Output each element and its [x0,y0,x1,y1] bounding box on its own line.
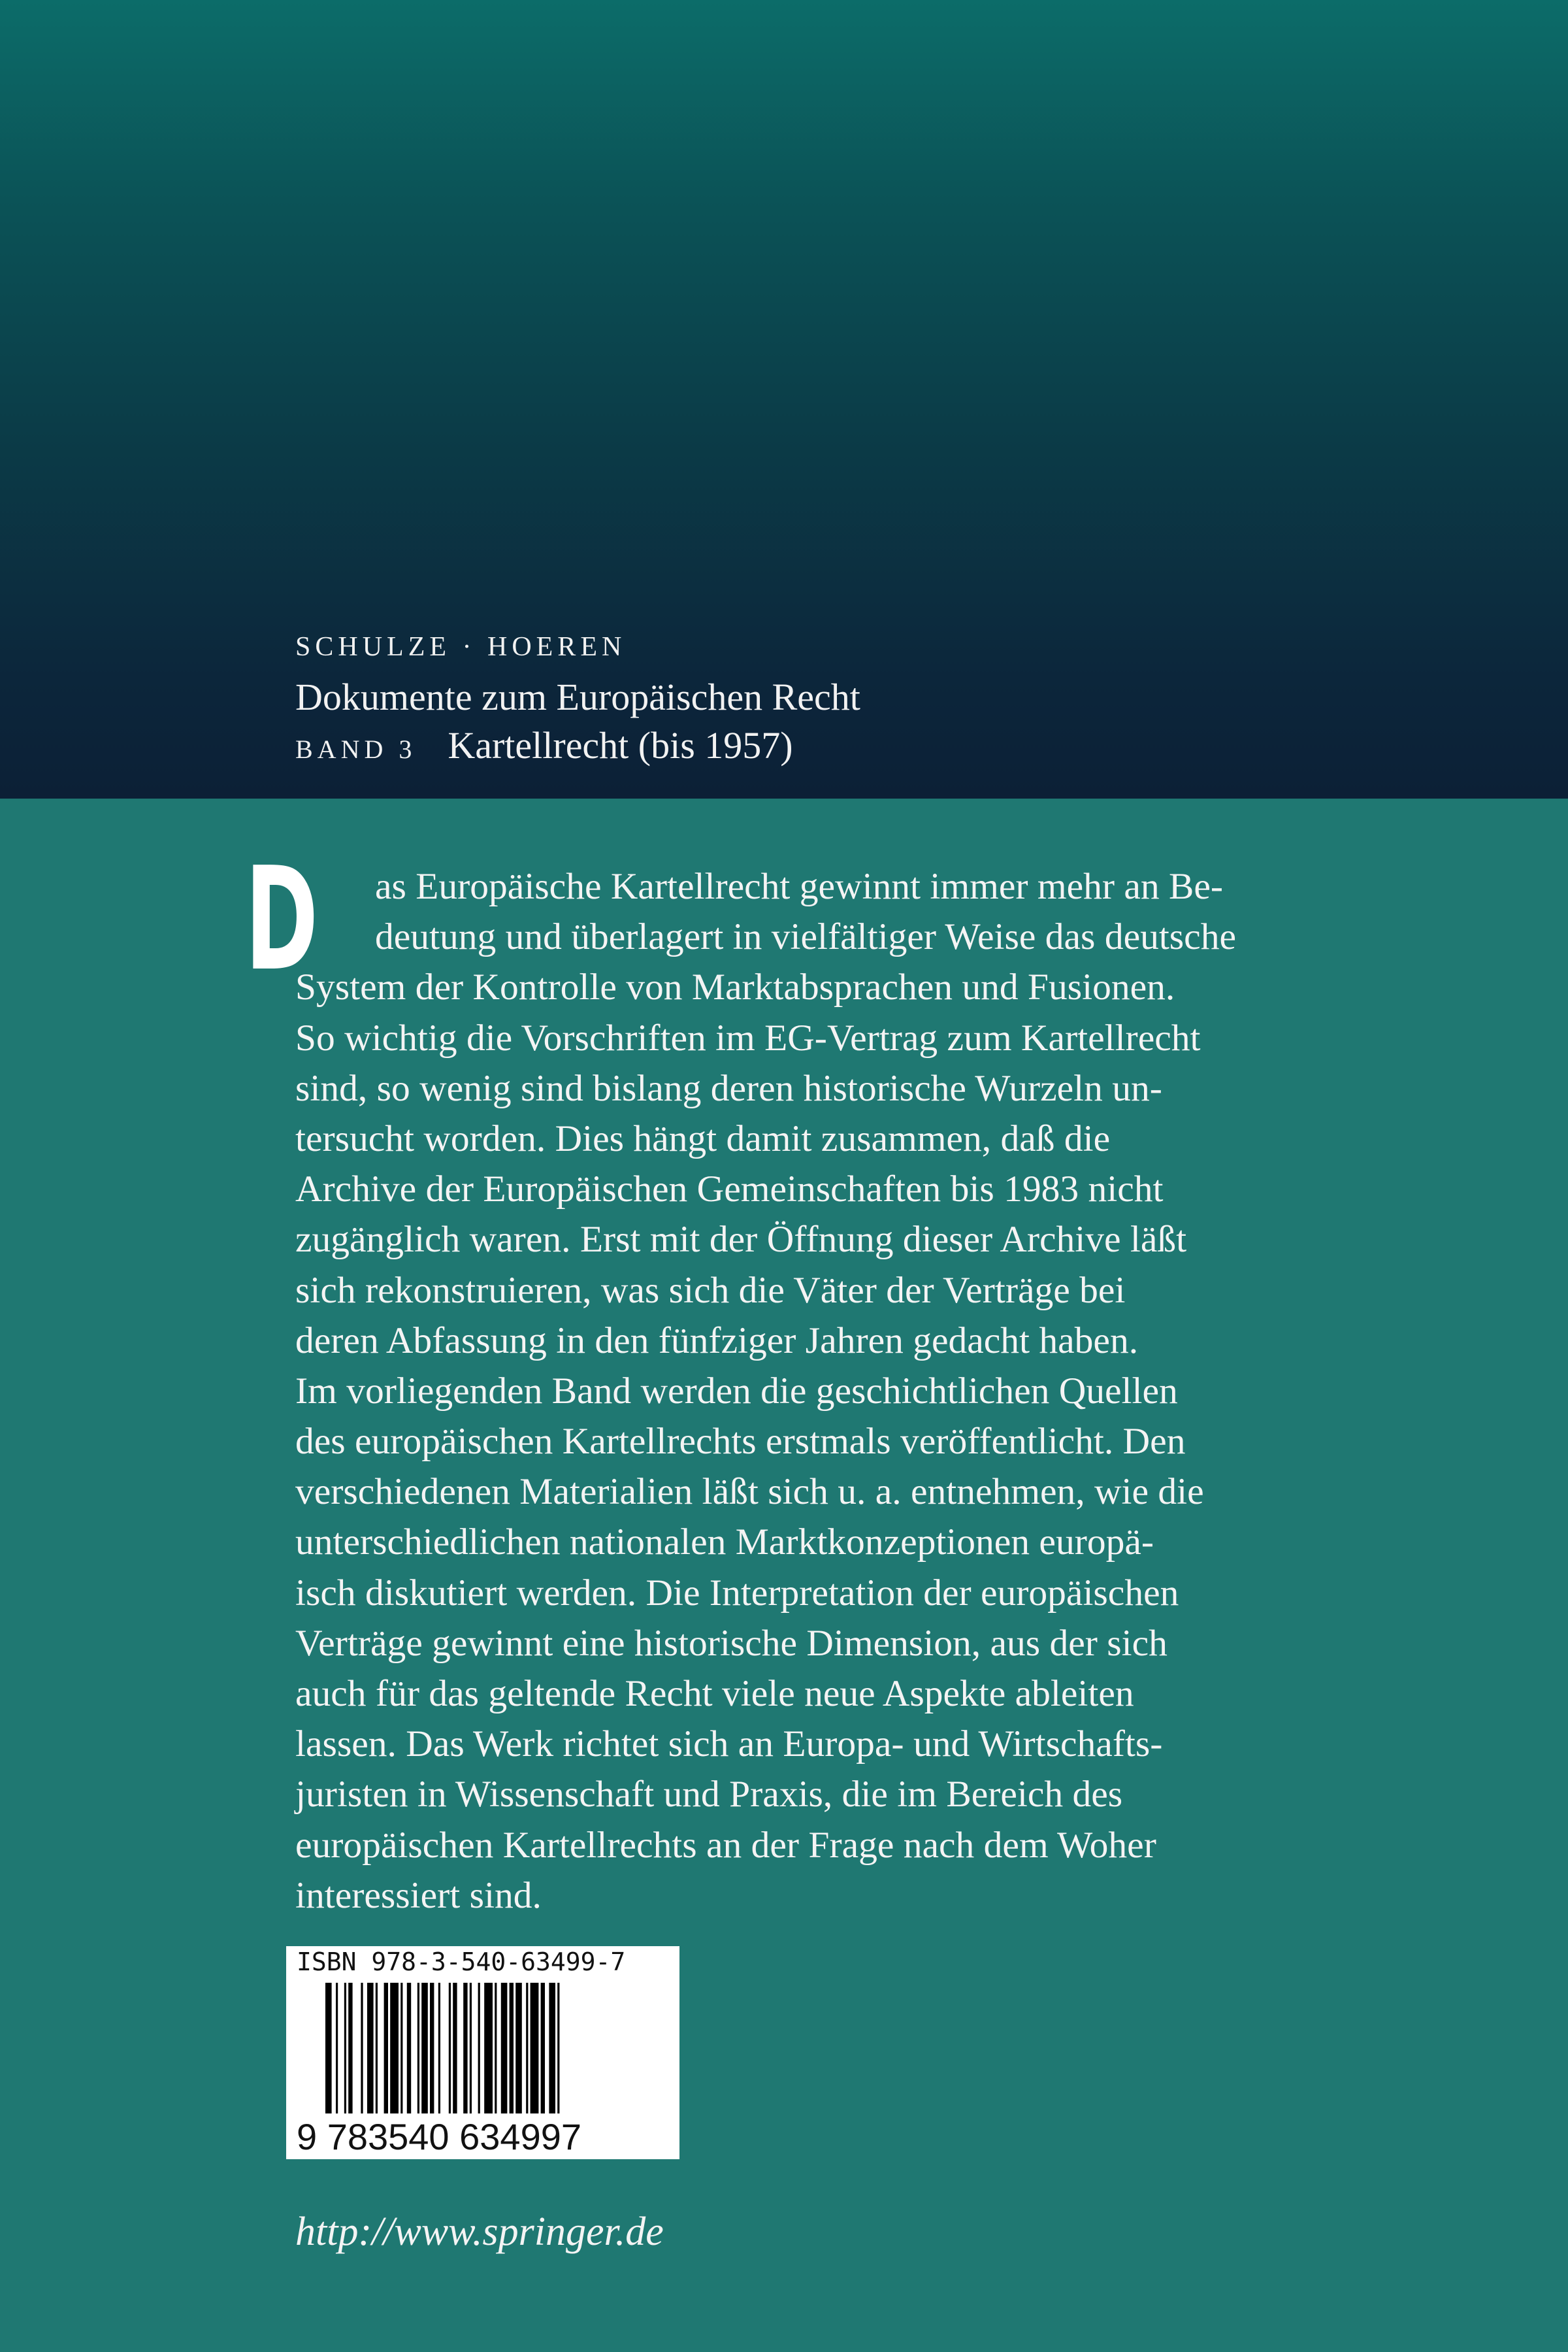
barcode-bar [549,1983,555,2113]
barcode-bar [526,1983,528,2113]
barcode-bar [510,1983,514,2113]
barcode-bar [484,1983,493,2113]
blurb-line: interessiert sind. [295,1874,542,1916]
barcode-bar [348,1983,352,2113]
barcode-bar [531,1983,539,2113]
blurb-line: Archive der Europäischen Gemeinschaften bis 1983 nicht [295,1168,1164,1210]
blurb-line: lassen. Das Werk richtet sich an Europa- und Wirtschafts- [295,1723,1163,1765]
barcode-bar [336,1983,338,2113]
blurb-line: Im vorliegenden Band werden die geschichtlichen Quellen [295,1370,1178,1412]
blurb-line: Verträge gewinnt eine historische Dimension, aus der sich [295,1622,1168,1664]
barcode-bar [449,1983,451,2113]
barcode-bar [515,1983,522,2113]
barcode-bar [541,1983,545,2113]
barcode-bar [430,1983,434,2113]
blurb-line: auch für das geltende Recht viele neue Aspekte ableiten [295,1673,1134,1714]
publisher-url: http://www.springer.de [295,2210,664,2254]
drop-cap: D [245,837,319,1002]
barcode-bar [367,1983,374,2113]
barcode-bar [417,1983,419,2113]
barcode-digits: 9 783540 634997 [297,2116,581,2157]
barcode-bar [557,1983,559,2113]
blurb-line: des europäischen Kartellrechts erstmals veröffentlicht. Den [295,1421,1186,1463]
volume-line [295,721,1341,774]
blurb-line: as Europäische Kartellrecht gewinnt immer mehr an Be- [375,866,1224,907]
barcode-bar [376,1983,378,2113]
blurb-line: So wichtig die Vorschriften im EG-Vertrag zum Kartellrecht [295,1017,1201,1059]
barcode-bar [390,1983,399,2113]
barcode-bar [400,1983,402,2113]
blurb-line: deutung und überlagert in vielfältiger Weise das deutsche [375,916,1236,958]
barcode-bar [470,1983,472,2113]
band-label: BAND 3 [295,735,417,764]
barcode-bar [438,1983,440,2113]
blurb-line: deren Abfassung in den fünfziger Jahren gedacht haben. [295,1319,1139,1361]
barcode-bar [384,1983,388,2113]
barcode-bar [407,1983,411,2113]
blurb-line: zugänglich waren. Erst mit der Öffnung dieser Archive läßt [295,1219,1187,1261]
blurb-line: sich rekonstruieren, was sich die Väter der Verträge bei [295,1269,1126,1311]
isbn-text: ISBN 978-3-540-63499-7 [297,1947,626,1976]
title-block [295,627,1341,774]
blurb-line: juristen in Wissenschaft und Praxis, die im Bereich des [295,1774,1123,1815]
isbn-barcode [286,1946,679,2159]
barcode-bars [286,1983,679,2113]
blurb-text [295,861,1288,1921]
barcode-bar [361,1983,363,2113]
blurb-line: sind, so wenig sind bislang deren historische Wurzeln un- [295,1067,1162,1109]
barcode-bar [495,1983,497,2113]
blurb-line: tersucht worden. Dies hängt damit zusammen, daß die [295,1118,1111,1159]
barcode-bar [478,1983,480,2113]
barcode-bar [501,1983,508,2113]
blurb-line: europäischen Kartellrechts an der Frage nach dem Woher [295,1824,1156,1866]
barcode-bar [453,1983,457,2113]
blurb-line: verschiedenen Materialien läßt sich u. a. entnehmen, wie die [295,1471,1204,1513]
blurb-line: unterschiedlichen nationalen Marktkonzeptionen europä- [295,1521,1154,1563]
barcode-bar [463,1983,467,2113]
barcode-bar [325,1983,332,2113]
blurb-line: isch diskutiert werden. Die Interpretation der europäischen [295,1572,1179,1614]
barcode-bar [421,1983,428,2113]
volume-title: Kartellrecht (bis 1957) [448,724,793,767]
barcode-bar [344,1983,346,2113]
blurb-line: System der Kontrolle von Marktabsprachen und Fusionen. [295,967,1175,1008]
authors: SCHULZE · HOEREN [295,632,627,662]
series-title: Dokumente zum Europäischen Recht [295,676,860,718]
